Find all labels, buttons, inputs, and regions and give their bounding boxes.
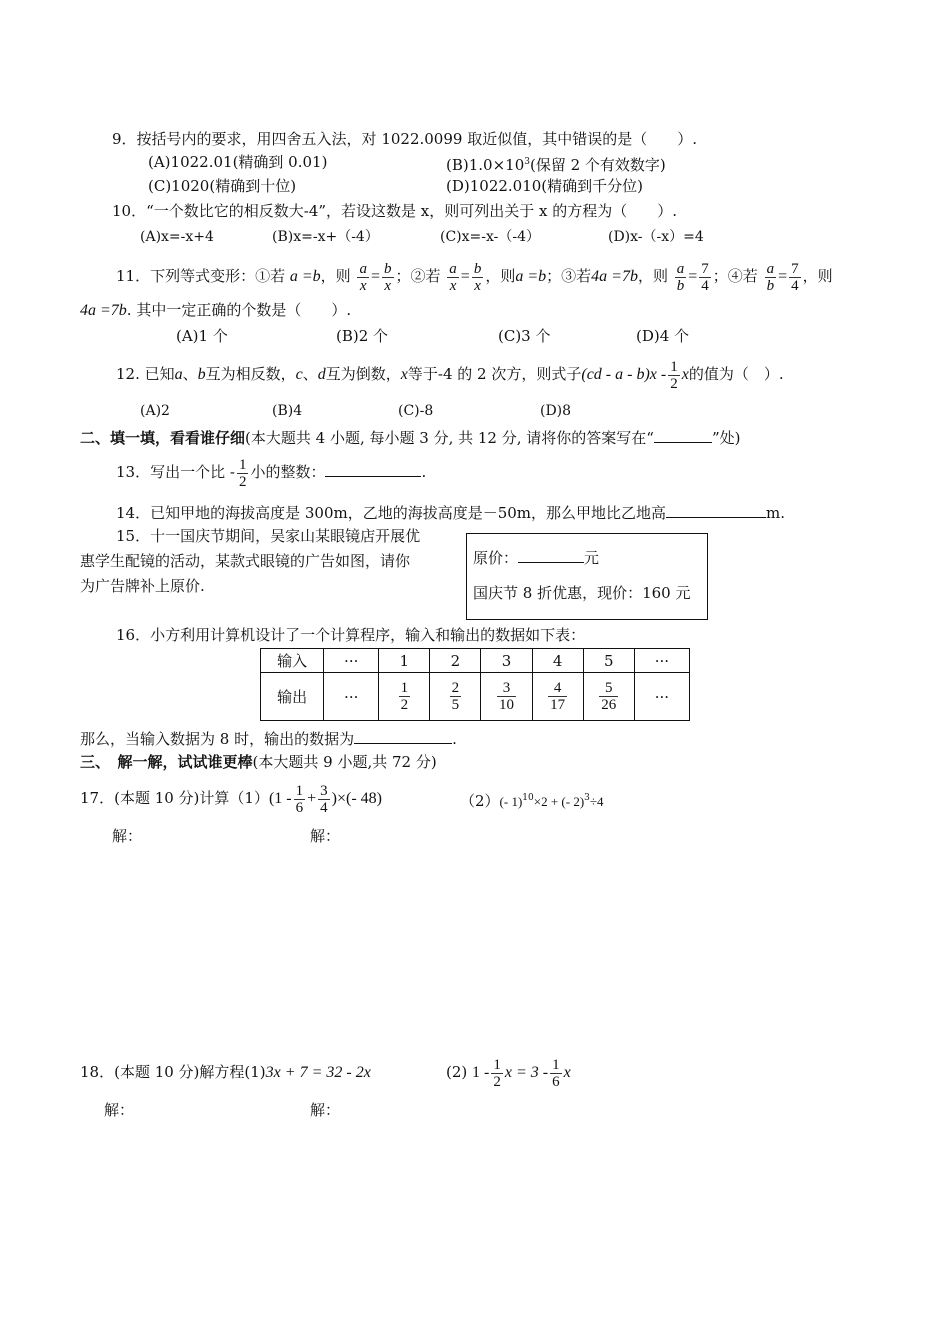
table-cell: 2: [430, 649, 481, 673]
q11-line2: 4a =7b. 其中一定正确的个数是（ ）.: [80, 301, 352, 319]
q9-option-b: $(B)1.0\times 10^3$(保留 2 个有效数字): [446, 156, 666, 174]
q13: 13．写出一个比 - $\frac{1}{2}$ 小的整数： .: [116, 456, 427, 490]
output-row: [261, 673, 690, 721]
q9-option-d: (D)1022.010(精确到千分位): [446, 177, 644, 195]
q10-option-d: (D)x-（-x）=4: [608, 229, 704, 245]
section-2-heading: 二、填一填，看看谁仔细(本大题共 4 小题, 每小题 3 分, 共 12 分, 请将你的答案写在“ ”处): [80, 426, 740, 448]
fraction-one-half: $\frac{1}{2}$: [493, 1056, 501, 1090]
q12-option-a: (A)2: [140, 403, 170, 419]
fraction-seven-fourths: $\frac{7}{4}$: [701, 260, 709, 294]
fraction-a-over-x: $\frac{a}{x}$: [449, 260, 457, 294]
q15-line3: 为广告牌补上原价.: [80, 577, 205, 595]
output-fraction: $\frac{3}{10}$: [499, 680, 515, 713]
answer-blank[interactable]: [354, 727, 452, 744]
q10-option-a: (A)x=-x+4: [140, 229, 214, 245]
table-cell: 4: [532, 649, 583, 673]
q9-option-c: (C)1020(精确到十位): [148, 177, 297, 195]
answer-blank: [654, 426, 712, 443]
q12-option-b: (B)4: [272, 403, 303, 419]
q9-stem: 9．按括号内的要求，用四舍五入法，对 1022.0099 取近似值，其中错误的是（ ）.: [112, 130, 697, 148]
q18-solution-label-2: 解：: [310, 1101, 341, 1119]
q10-stem: 10．“一个数比它的相反数大-4”，若设这数是 x，则可列出关于 x 的方程为（ ）.: [112, 202, 678, 220]
q18-solution-label-1: 解：: [104, 1101, 135, 1119]
answer-blank[interactable]: [325, 460, 421, 477]
q18: 18．(本题 10 分)解方程(1)3x + 7 = 32 - 2x: [80, 1063, 371, 1081]
q11-option-a: (A)1 个: [176, 327, 228, 345]
q11-option-d: (D)4 个: [636, 327, 690, 345]
fraction-seven-fourths: $\frac{7}{4}$: [791, 260, 799, 294]
answer-blank[interactable]: [518, 546, 584, 563]
q17-solution-label-1: 解：: [112, 827, 143, 845]
table-cell: ···: [324, 649, 379, 673]
q17-part2: （2）(- 1)$^{10}$×2 + (- 2)$^3$÷4: [460, 792, 604, 810]
input-row: [261, 649, 690, 673]
original-price-line: 原价： 元: [473, 546, 599, 568]
output-fraction: $\frac{5}{26}$: [601, 680, 617, 713]
fraction-b-over-x: $\frac{b}{x}$: [384, 260, 392, 294]
output-label: 输出: [261, 673, 324, 721]
q15-line1: 15．十一国庆节期间，吴家山某眼镜店开展优: [116, 527, 421, 545]
table-cell: 1: [379, 649, 430, 673]
q12-stem: 12. 已知a、b互为相反数，c、d互为倒数，x等于-4 的 2 次方，则式子(cd - a - b)x - $\frac{1}{2}$ x的值为（ ）.: [116, 358, 784, 392]
io-table: [260, 648, 690, 721]
q17-solution-label-2: 解：: [310, 827, 341, 845]
fraction-a-over-x: $\frac{a}{x}$: [359, 260, 367, 294]
table-cell: [532, 673, 583, 721]
table-cell: ···: [324, 673, 379, 721]
table-cell: ···: [634, 649, 689, 673]
fraction-a-over-b: $\frac{a}{b}$: [766, 260, 775, 294]
q15-line2: 惠学生配镜的活动，某款式眼镜的广告如图，请你: [80, 552, 411, 570]
output-fraction: $\frac{2}{5}$: [451, 680, 460, 713]
table-cell: ···: [634, 673, 689, 721]
fraction-a-over-b: $\frac{a}{b}$: [676, 260, 685, 294]
q10-option-b: (B)x=-x+（-4）: [272, 229, 379, 245]
table-cell: [379, 673, 430, 721]
fraction-three-fourths: $\frac{3}{4}$: [320, 782, 328, 816]
section-3-heading: 三、 解一解，试试谁更棒(本大题共 9 小题,共 72 分): [80, 753, 437, 771]
fraction-one-sixth: $\frac{1}{6}$: [552, 1056, 560, 1090]
q11-line1: 11．下列等式变形：①若 a =b，则 $\frac{a}{x}$ = $\frac{b}{x}$ ；②若 $\frac{a}{x}$ = $\frac{b}{x}$ ，则a =b；③若4a =7b，则 $\frac{a}{b}$ = $\frac{7}{4}$ ；④若 $\frac{a}{b}$ = $\frac{7}{4}$ ，则: [116, 260, 833, 294]
q17: 17．(本题 10 分)计算（1）(1 - $\frac{1}{6}$ + $\frac{3}{4}$ )×(- 48): [80, 782, 382, 816]
fraction-one-sixth: $\frac{1}{6}$: [295, 782, 304, 816]
q12-option-c: (C)-8: [398, 403, 434, 419]
advertisement-board: [466, 533, 708, 620]
output-fraction: $\frac{1}{2}$: [400, 680, 409, 713]
current-price-line: 国庆节 8 折优惠，现价：160 元: [473, 584, 691, 602]
table-cell: 5: [583, 649, 634, 673]
q16-follow-up: 那么，当输入数据为 8 时，输出的数据为 .: [80, 727, 457, 749]
q10-option-c: (C)x=-x-（-4）: [440, 229, 541, 245]
fraction-b-over-x: $\frac{b}{x}$: [473, 260, 482, 294]
output-fraction: $\frac{4}{17}$: [550, 680, 566, 713]
q16-stem: 16．小方利用计算机设计了一个计算程序，输入和输出的数据如下表：: [116, 626, 586, 644]
table-cell: [430, 673, 481, 721]
q12-option-d: (D)8: [540, 403, 572, 419]
fraction-one-half: $\frac{1}{2}$: [670, 358, 678, 392]
q18-part2: (2) 1 - $\frac{1}{2}$ x = 3 - $\frac{1}{6}$ x: [446, 1056, 571, 1090]
q11-option-b: (B)2 个: [336, 327, 389, 345]
table-cell: [583, 673, 634, 721]
table-cell: [481, 673, 532, 721]
input-label: 输入: [261, 649, 324, 673]
table-cell: 3: [481, 649, 532, 673]
fraction-one-half: $\frac{1}{2}$: [238, 456, 247, 490]
answer-blank[interactable]: [666, 501, 766, 518]
q14: 14．已知甲地的海拔高度是 300m，乙地的海拔高度是－50m，那么甲地比乙地高 m.: [116, 501, 785, 523]
q9-option-a: (A)1022.01(精确到 0.01): [148, 153, 328, 171]
q11-option-c: (C)3 个: [498, 327, 551, 345]
